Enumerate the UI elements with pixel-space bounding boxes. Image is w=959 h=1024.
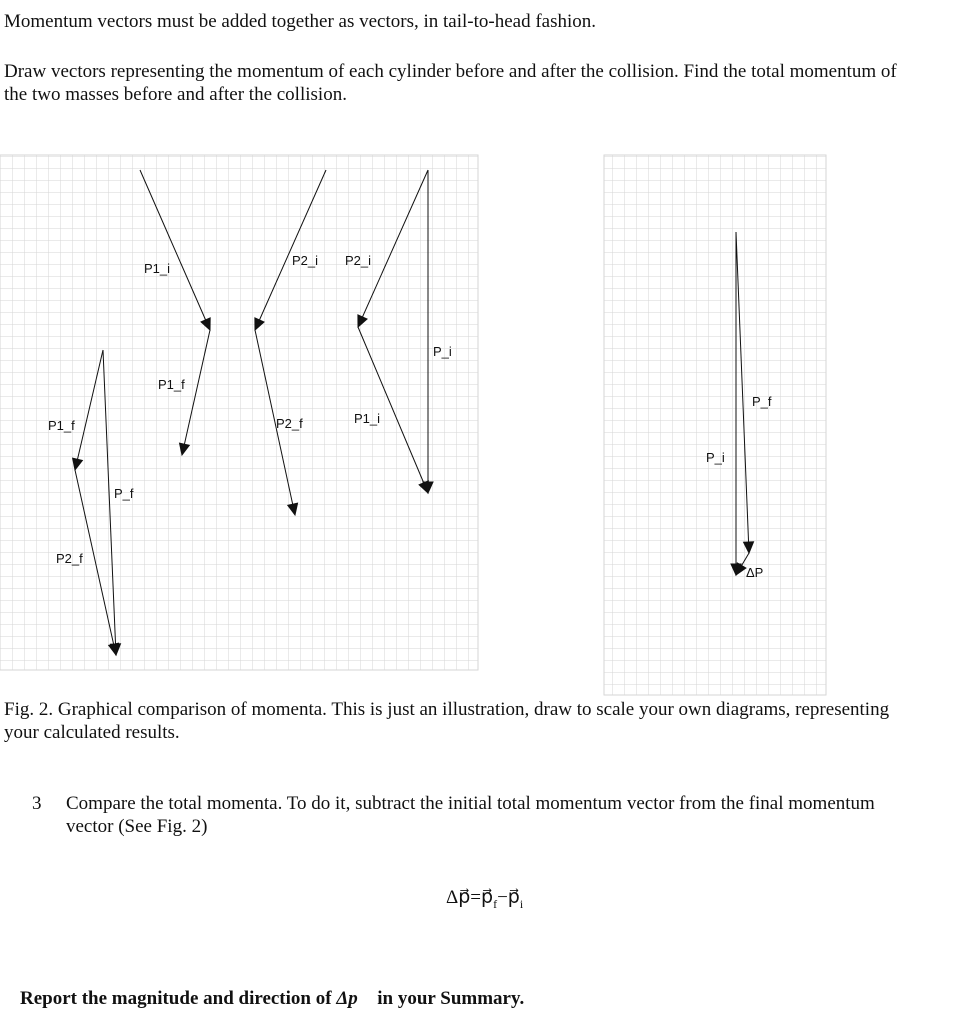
delta-p-equation <box>446 886 523 912</box>
eq-minus: − <box>497 887 508 908</box>
label-p2-f-a: P2_f <box>276 416 303 431</box>
report-text-after: in your Summary. <box>372 988 525 1009</box>
label-p2-i-b: P2_i <box>345 253 372 268</box>
report-text-before: Report the magnitude and direction of <box>20 988 337 1009</box>
intro-text: Momentum vectors must be added together as vectors, in tail-to-head fashion. <box>4 11 597 32</box>
eq-i-sub: i <box>519 896 524 911</box>
label-p1-i-a: P1_i <box>144 261 171 276</box>
label-delta-p: ΔP <box>746 565 764 580</box>
eq-f-sub: f <box>493 896 498 911</box>
label-p1-i-b: P1_i <box>354 411 381 426</box>
label-p-i-right: P_i <box>706 450 725 465</box>
label-p1-f-b: P1_f <box>48 418 75 433</box>
label-p2-f-b: P2_f <box>56 551 83 566</box>
instructions-text: Draw vectors representing the momentum of each cylinder before and after the collision. Find the total momentum of the two masses before and after the collision. <box>4 61 897 105</box>
label-p-f-right: P_f <box>752 394 772 409</box>
step-number: 3 <box>32 793 42 814</box>
right-grid <box>604 155 826 695</box>
label-p-i-sum: P_i <box>433 344 452 359</box>
left-grid <box>0 155 478 670</box>
report-instruction <box>20 988 524 1010</box>
eq-pf: p⃗ <box>481 887 494 908</box>
step-text: Compare the total momenta. To do it, subtract the initial total momentum vector from the final momentum vector (See Fig. 2) <box>66 793 875 837</box>
eq-pi: p⃗ <box>507 887 520 908</box>
label-p1-f-a: P1_f <box>158 377 185 392</box>
eq-equals: = <box>470 887 481 908</box>
figure-caption: Fig. 2. Graphical comparison of momenta. This is just an illustration, draw to scale your own diagrams, representing your calculated results. <box>4 699 890 743</box>
report-symbol: Δp⃗ <box>336 988 373 1009</box>
eq-lhs: Δp⃗ <box>446 887 471 908</box>
label-p-f-sum: P_f <box>114 486 134 501</box>
label-p2-i-a: P2_i <box>292 253 319 268</box>
